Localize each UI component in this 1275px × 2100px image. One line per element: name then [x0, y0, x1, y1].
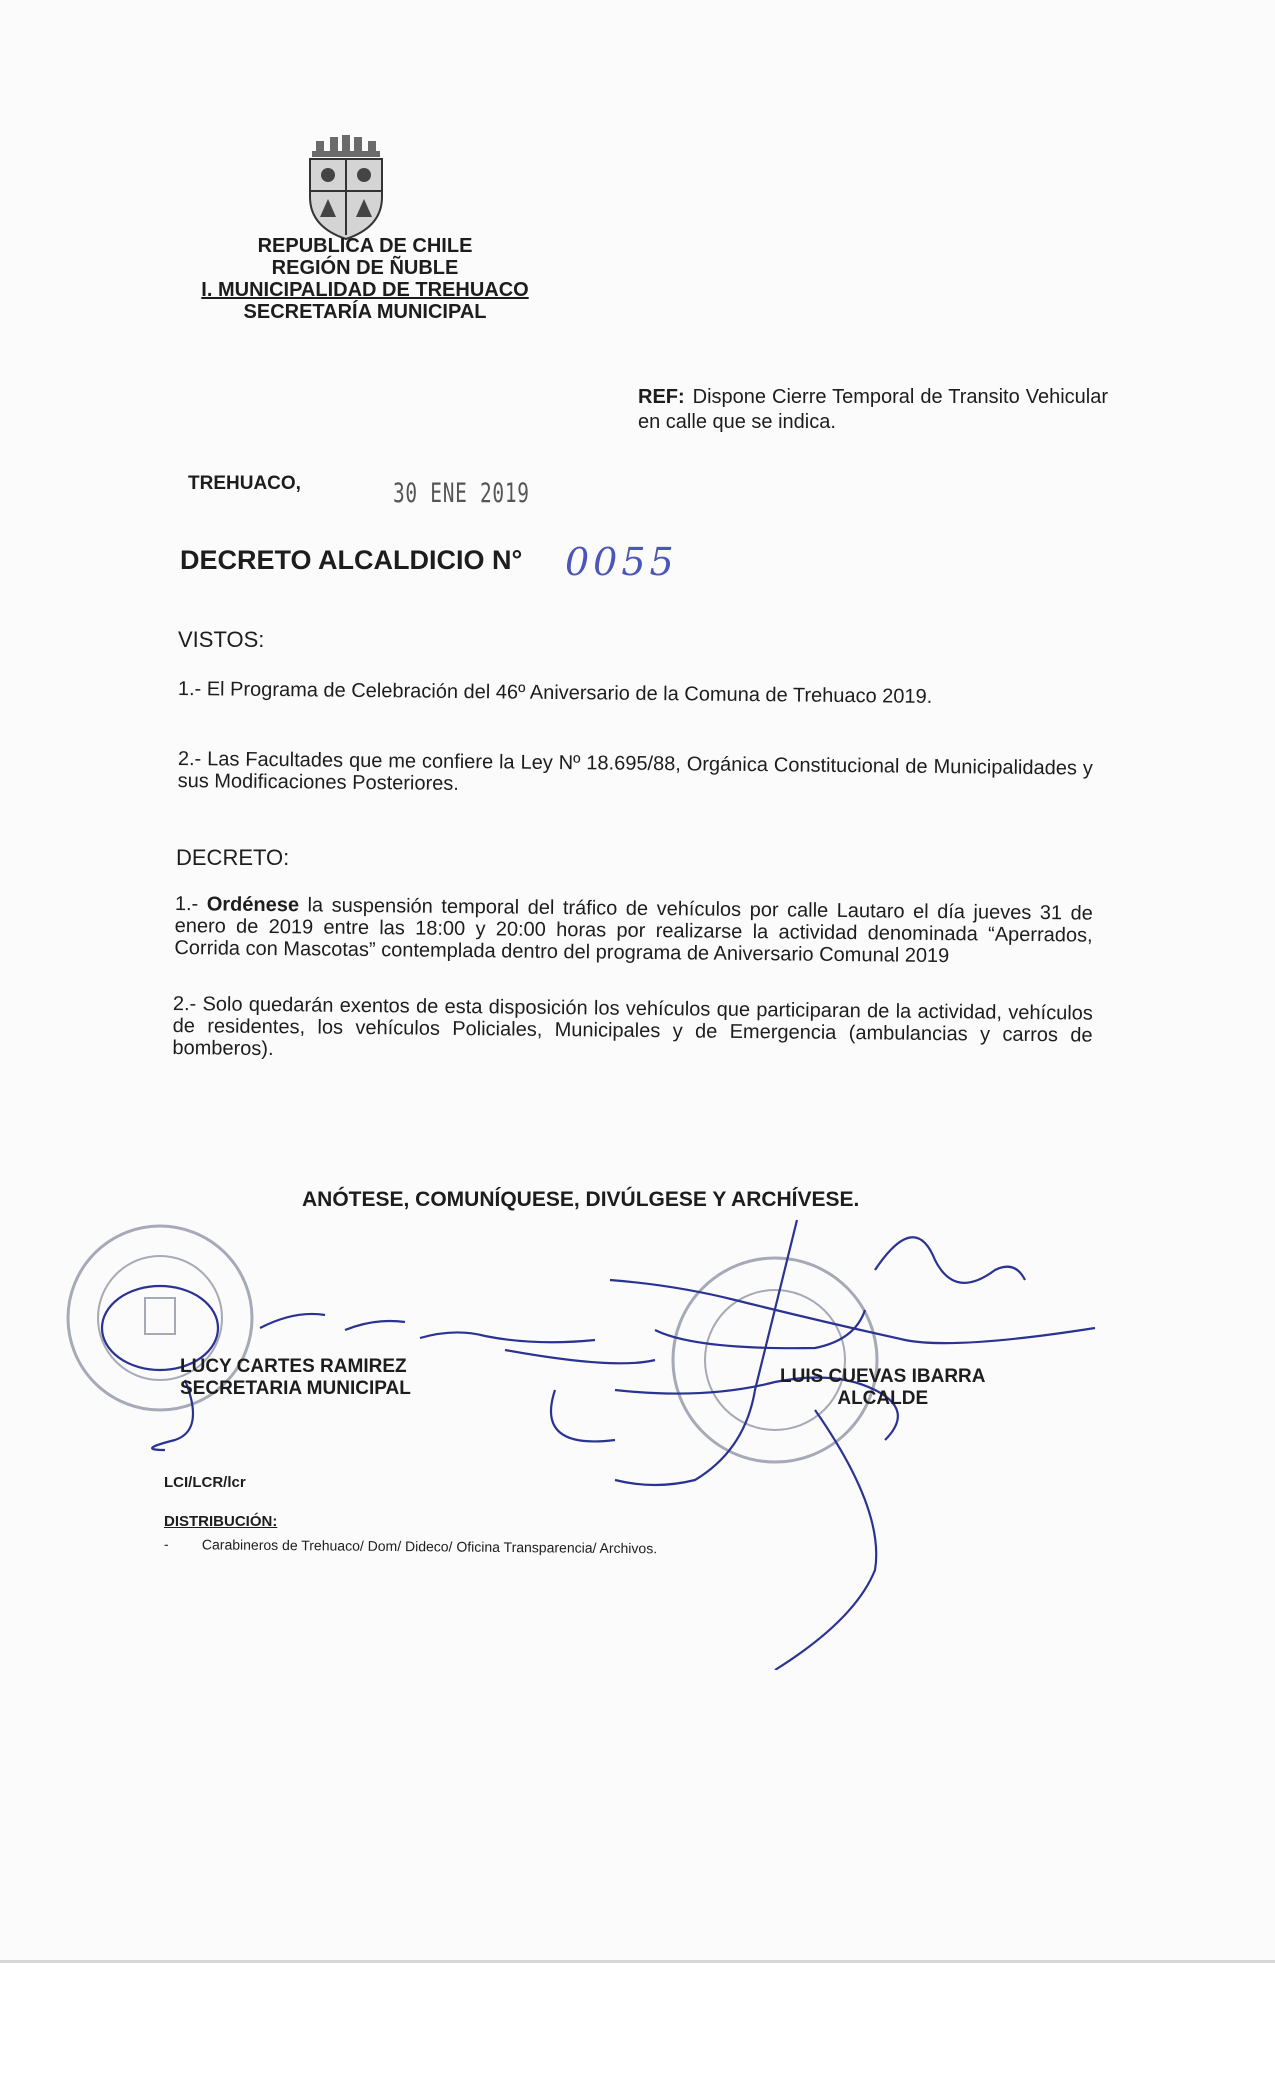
decree-number-handwritten: 0055	[565, 540, 678, 584]
mayor-block	[780, 1366, 986, 1410]
letterhead	[185, 235, 545, 323]
reference-block	[638, 385, 1108, 435]
secretary-title: SECRETARIA MUNICIPAL	[180, 1378, 411, 1399]
reference-text: Dispone Cierre Temporal de Transito Vehicular en calle que se indica.	[638, 386, 1108, 433]
place-line: TREHUACO,	[188, 473, 301, 494]
secretary-block	[180, 1356, 411, 1400]
distribution-heading: DISTRIBUCIÓN:	[164, 1513, 278, 1530]
decree-title: DECRETO ALCALDICIO N°	[180, 545, 523, 575]
department-line: SECRETARÍA MUNICIPAL	[243, 301, 487, 323]
signature-layer	[55, 1150, 1185, 1670]
decreto-heading: DECRETO:	[176, 845, 290, 870]
decreto-item-1-text: la suspensión temporal del tráfico de vehículos por calle Lautaro el día jueves 31 de enero de 2019 entre las 18:00 y 20:00 horas por realizarse la actividad denominada “Aperrados, Corrida con Mascotas” contemplada dentro del programa de Aniversario Comunal 2019	[174, 894, 1093, 968]
decreto-item-1-bold: Ordénese	[206, 893, 300, 917]
mayor-signature	[551, 1220, 1095, 1670]
mayor-title: ALCALDE	[837, 1388, 929, 1409]
initials: LCI/LCR/lcr	[164, 1474, 246, 1491]
right-seal	[673, 1258, 877, 1462]
secretary-name: LUCY CARTES RAMIREZ	[180, 1356, 407, 1377]
mayor-name: LUIS CUEVAS IBARRA	[780, 1366, 986, 1387]
decreto-item-1	[174, 893, 1093, 969]
decreto-item-2: 2.- Solo quedarán exentos de esta disposición los vehículos que participaran de la actividad, vehículos de residentes, los vehículos Policiales, Municipales y de Emergencia (ambulancias y carros de bomberos).	[172, 993, 1093, 1061]
date-stamp: 30 ENE 2019	[393, 478, 530, 509]
decreto-item-1-prefix: 1.-	[174, 893, 199, 916]
distribution-item: Carabineros de Trehuaco/ Dom/ Dideco/ Oficina Transparencia/ Archivos.	[201, 1536, 658, 1557]
vistos-item-2: 2.- Las Facultades que me confiere la Ley Nº 18.695/88, Orgánica Constitucional de Municipalidades y sus Modificaciones Posteriores.	[177, 748, 1093, 795]
municipality-line: I. MUNICIPALIDAD DE TREHUACO	[201, 279, 529, 301]
vistos-item-1: 1.- El Programa de Celebración del 46º Aniversario de la Comuna de Trehuaco 2019.	[177, 678, 933, 708]
municipal-crest-icon	[300, 135, 392, 240]
closing-formula: ANÓTESE, COMUNÍQUESE, DIVÚLGESE Y ARCHÍVESE.	[302, 1188, 860, 1211]
region-line: REGIÓN DE ÑUBLE	[271, 257, 459, 279]
list-bullet: -	[163, 1536, 169, 1553]
vistos-heading: VISTOS:	[178, 627, 265, 652]
country-line: REPUBLICA DE CHILE	[257, 235, 473, 257]
reference-label: REF:	[638, 386, 685, 408]
